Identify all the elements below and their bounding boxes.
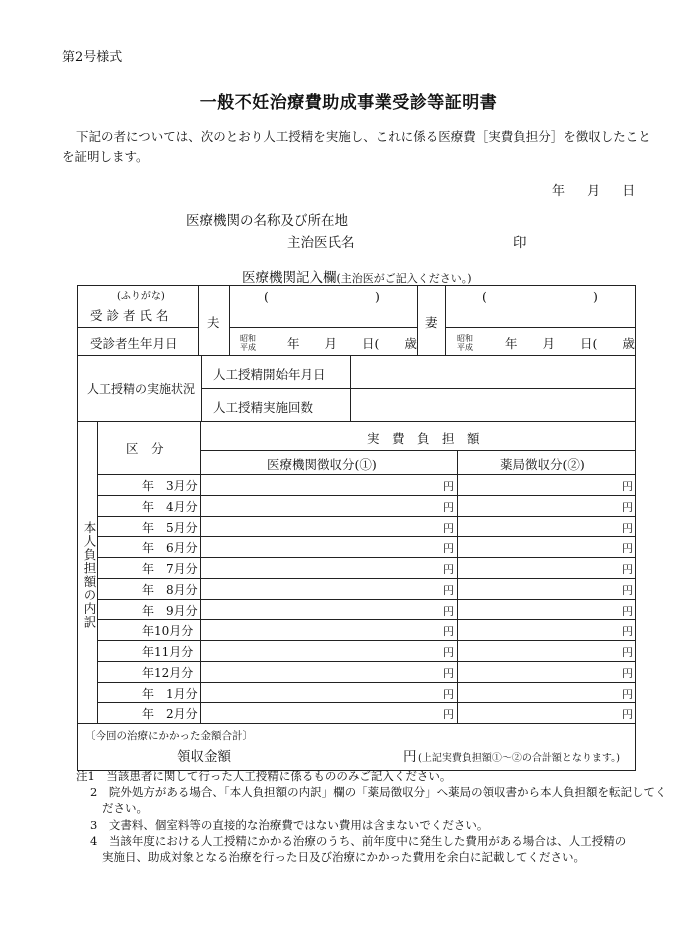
- clinic-amount-yen: 円: [443, 500, 454, 514]
- clinic-amount-yen: 円: [443, 480, 454, 493]
- seal-label: 印: [513, 235, 527, 251]
- breakdown-label: 本人負担額の内訳: [82, 521, 97, 629]
- certification-date: 年 月 日: [552, 184, 636, 199]
- certificate-form: [77, 285, 636, 771]
- clinic-amount-yen: 円: [443, 521, 454, 535]
- wife-furigana-open: (: [482, 289, 487, 304]
- pharmacy-amount-yen: 円: [622, 583, 633, 597]
- month-label: 年 9月分: [142, 603, 198, 618]
- actual-cost-label: 実 費 負 担 額: [367, 431, 480, 446]
- total-yen: 円: [403, 749, 417, 765]
- intro-text: 下記の者については、次のとおり人工授精を実施し、これに係る医療費［実費負担分］を徴収したことを証明します。: [62, 129, 651, 164]
- total-label: 領収金額: [177, 749, 231, 765]
- pharmacy-amount-yen: 円: [622, 666, 633, 680]
- wife-label: 妻: [425, 315, 438, 330]
- month-label: 年 3月分: [142, 479, 198, 493]
- husband-furigana-open: (: [264, 289, 269, 304]
- husband-era-label: 昭和 平成: [240, 334, 256, 352]
- clinic-amount-yen: 円: [443, 708, 454, 722]
- note-line: 実施日、助成対象となる治療を行った日及び治療にかかった費用を余白に記載してください。: [102, 850, 585, 864]
- doctor-name-label: 主治医氏名: [287, 235, 355, 251]
- entry-note: (主治医がご記入ください。): [336, 272, 472, 285]
- total-note: (上記実費負担額①～②の合計額となります。): [418, 753, 621, 764]
- furigana-label: (ふりがな): [117, 291, 165, 302]
- month-label: 年12月分: [142, 665, 194, 680]
- document-title: 一般不妊治療費助成事業受診等証明書: [199, 93, 498, 113]
- total-caption: 〔今回の治療にかかった金額合計〕: [85, 730, 253, 742]
- note-line: 4 当該年度における人工授精にかかる治療のうち、前年度中に発生した費用がある場合は、人工授精の: [90, 833, 627, 848]
- clinic-amount-yen: 円: [443, 666, 454, 680]
- note-line: 注1 当該患者に関して行った人工授精に係るもののみご記入ください。: [76, 769, 452, 783]
- clinic-amount-yen: 円: [443, 604, 454, 618]
- entry-section-label: [242, 266, 472, 286]
- pharmacy-amount-yen: 円: [622, 646, 633, 659]
- birthdate-label: 受診者生年月日: [90, 336, 178, 351]
- wife-era-label: 昭和 平成: [457, 334, 473, 352]
- month-label: 年 1月分: [142, 686, 198, 701]
- month-label: 年 5月分: [142, 520, 198, 535]
- pharmacy-amount-yen: 円: [622, 480, 633, 493]
- pharmacy-amount-yen: 円: [622, 542, 633, 556]
- month-label: 年 4月分: [142, 499, 198, 514]
- pharmacy-amount-yen: 円: [622, 563, 633, 576]
- institution-label: 医療機関の名称及び所在地: [186, 213, 348, 229]
- wife-birth-fields: 年 月 日( 歳: [505, 336, 635, 351]
- clinic-amount-yen: 円: [443, 542, 454, 556]
- pharmacy-amount-yen: 円: [622, 625, 633, 639]
- category-label: 区 分: [126, 441, 164, 456]
- pharmacy-amount-yen: 円: [622, 708, 633, 722]
- pharmacy-amount-yen: 円: [622, 500, 633, 514]
- pharmacy-amount-yen: 円: [622, 687, 633, 701]
- husband-label: 夫: [207, 315, 220, 330]
- treatment-status-label: 人工授精の実施状況: [87, 382, 196, 396]
- note-line: ださい。: [102, 801, 148, 816]
- clinic-amount-yen: 円: [443, 646, 454, 659]
- month-label: 年10月分: [142, 624, 194, 639]
- month-label: 年 8月分: [142, 582, 198, 597]
- month-label: 年 7月分: [142, 562, 198, 576]
- pharmacy-amount-yen: 円: [622, 521, 633, 535]
- clinic-amount-yen: 円: [443, 583, 454, 597]
- form-number: 第2号様式: [62, 50, 123, 65]
- clinic-amount-yen: 円: [443, 563, 454, 576]
- month-label: 年 6月分: [142, 541, 198, 556]
- pharmacy-collected-label: 薬局徴収分(②): [500, 457, 585, 472]
- wife-furigana-close: ): [593, 289, 598, 304]
- husband-birth-fields: 年 月 日( 歳: [287, 336, 417, 351]
- treatment-start-label: 人工授精開始年月日: [213, 367, 326, 382]
- note-line: 3 文書料、個室料等の直接的な治療費ではない費用は含まないでください。: [90, 817, 489, 832]
- husband-furigana-close: ): [375, 289, 380, 304]
- patient-name-label: 受 診 者 氏 名: [90, 308, 169, 323]
- month-label: 年11月分: [142, 645, 194, 659]
- clinic-amount-yen: 円: [443, 687, 454, 701]
- note-line: 2 院外処方がある場合、「本人負担額の内訳」欄の「薬局徴収分」へ薬局の領収書から本人負担額を転記してく: [90, 785, 667, 800]
- clinic-collected-label: 医療機関徴収分(①): [267, 457, 377, 472]
- pharmacy-amount-yen: 円: [622, 604, 633, 618]
- month-label: 年 2月分: [142, 707, 198, 722]
- treatment-count-label: 人工授精実施回数: [213, 400, 314, 415]
- entry-label-text: 医療機関記入欄: [242, 270, 337, 286]
- clinic-amount-yen: 円: [443, 625, 454, 639]
